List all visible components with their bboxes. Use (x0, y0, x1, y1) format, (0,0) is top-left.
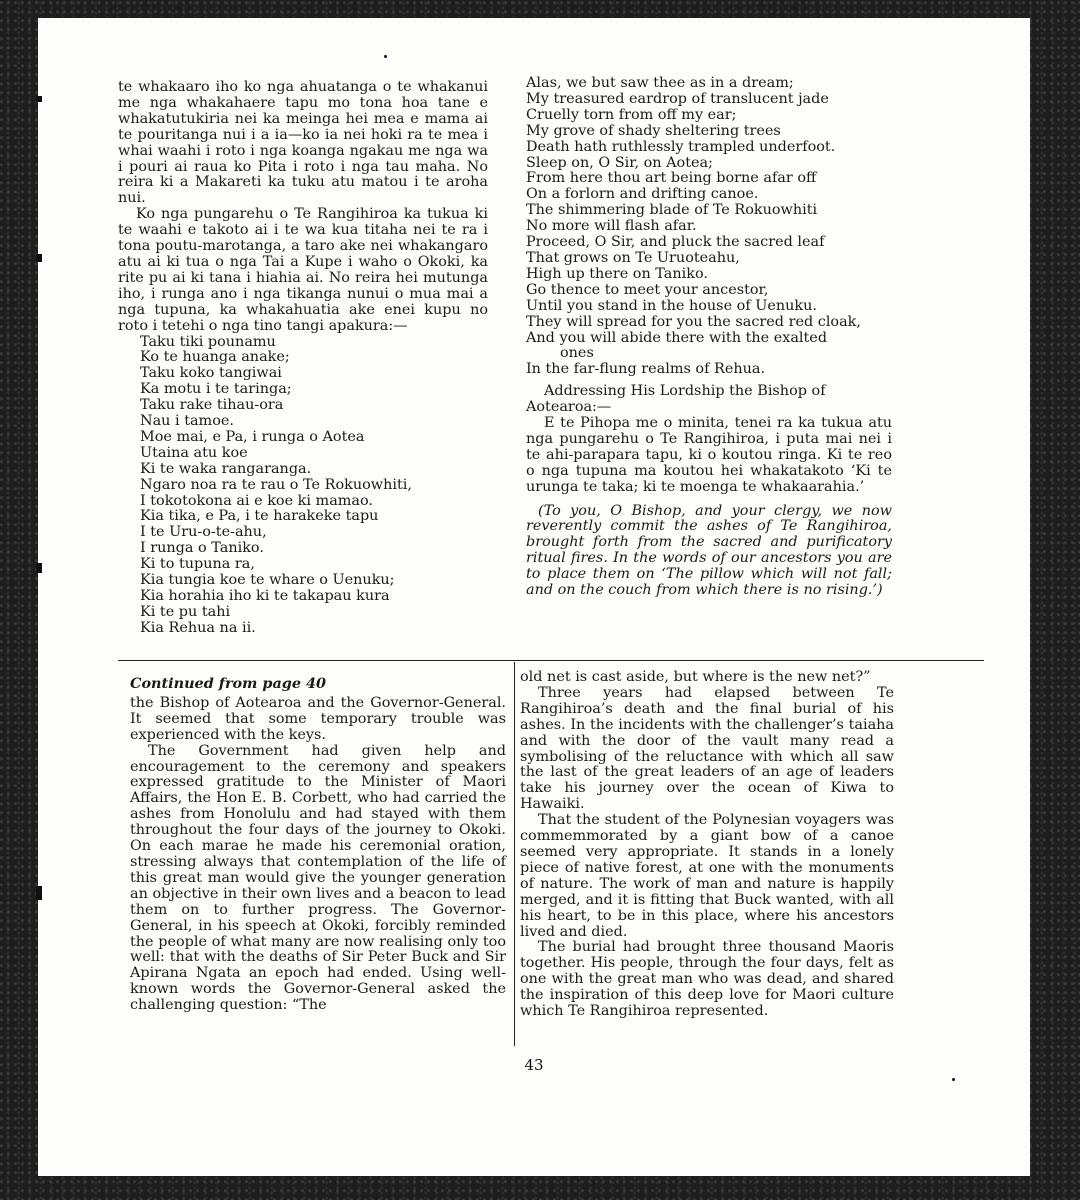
translation-line: Go thence to meet your ancestor, (526, 281, 769, 298)
binding-mark (36, 563, 42, 573)
translation-line: On a forlorn and drifting canoe. (526, 186, 759, 203)
continued-paragraph: The burial had brought three thousand Maoris together. His people, through the four days, felt as one with the great man who was dead, and shared the inspiration of this deep love for Maori culture which Te Rangihiroa represented. (520, 939, 894, 1020)
lament-line: Kia Rehua na ii. (140, 619, 256, 636)
lament-line: Taku rake tihau-ora (140, 397, 284, 414)
maori-column (118, 80, 488, 637)
translation-line: And you will abide there with the exalted (526, 329, 828, 346)
translation-line: My grove of shady sheltering trees (526, 122, 781, 139)
lament-line: Ki to tupuna ra, (140, 556, 255, 573)
address-maori: E te Pihopa me o minita, tenei ra ka tukua atu nga pungarehu o Te Rangihiroa, i puta mai nei i te ahi-parapara tapu, ki o koutou ringa. Ki te reo o nga tupuna ma koutou hei whakatakoto ‘Ki te urunga te taka; ki te moenga te whakaarahia.’ (526, 415, 892, 495)
translation-line: Until you stand in the house of Uenuku. (526, 297, 817, 314)
continued-paragraph: Three years had elapsed between Te Rangihiroa’s death and the final burial of his ashes. In the incidents with the challenger’s taiaha and with the door of the vault many read a symbolising of the reluctance with which all saw the last of the great leaders of an age of leaders take his journey over the ocean of Kiwa to Hawaiki. (520, 684, 894, 813)
translation-line: High up there on Taniko. (526, 265, 708, 282)
section-divider (118, 660, 984, 661)
continued-paragraph: old net is cast aside, but where is the new net?” (520, 669, 871, 685)
document-page (38, 18, 1030, 1176)
translation-line: No more will flash afar. (526, 218, 697, 235)
translation-line: From here thou art being borne afar off (526, 170, 817, 187)
continued-right-column (520, 670, 894, 1020)
lament-line: Kia horahia iho ki te takapau kura (140, 588, 390, 604)
lament-line: I runga o Taniko. (140, 540, 264, 557)
translation-line: Alas, we but saw thee as in a dream; (526, 75, 794, 91)
lament-line: Ki te pu tahi (140, 603, 231, 620)
translation-line: They will spread for you the sacred red cloak, (526, 313, 861, 330)
speck (384, 55, 387, 58)
page-number: 43 (524, 1056, 544, 1074)
lament-line: Taku tiki pounamu (140, 333, 276, 350)
translation-line: Proceed, O Sir, and pluck the sacred leaf (526, 234, 825, 251)
binding-mark (36, 886, 42, 900)
lament-line: Ka motu i te taringa; (140, 381, 292, 398)
lament-line: Ngaro noa ra te rau o Te Rokuowhiti, (140, 476, 412, 493)
maori-paragraph-1: te whakaaro iho ko nga ahuatanga o te whakanui me nga whakahaere tapu mo tona hoa tane e whakatutukiria nei ka meinga hei mea e mama ai te pouritanga nui i a ia—ko ia nei hoki ra te mea i whai waahi i roto i nga koanga ngakau me nga wa i pouri ai raua ko Pita i roto i nga tau maha. No reira ki a Makareti ka tuku atu matou i te aroha nui. (118, 79, 488, 207)
translation-line: Sleep on, O Sir, on Aotea; (526, 154, 713, 171)
translation-line: Cruelly torn from off my ear; (526, 106, 737, 123)
lament-line: Kia tika, e Pa, i te harakeke tapu (140, 508, 379, 525)
column-divider (514, 662, 515, 1046)
continued-paragraph: the Bishop of Aotearoa and the Governor-General. It seemed that some temporary trouble was experienced with the keys. (130, 694, 506, 743)
lament-line: I tokotokona ai e koe ki mamao. (140, 492, 373, 509)
lament-line: Ki te waka rangaranga. (140, 460, 312, 477)
continued-paragraph: The Government had given help and encouragement to the ceremony and speakers expressed gratitude to the Minister of Maori Affairs, the Hon E. B. Corbett, who had carried the ashes from Honolulu and had stayed with them throughout the four days of the journey to Okoki. On each marae he made his ceremonial oration, stressing always that contemplation of the life of this great man would give the younger generation an objective in their own lives and a beacon to lead them on to further progress. The Governor-General, in his speech at Okoki, forcibly reminded the people of what many are now realising only too well: that with the deaths of Sir Peter Buck and Sir Apirana Ngata an epoch had ended. Using well-known words the Governor-General asked the challenging question: “The (130, 742, 506, 1014)
continued-heading: Continued from page 40 (130, 675, 327, 692)
speck (952, 1078, 955, 1081)
lament-line: Nau i tamoe. (140, 413, 234, 430)
lament-line: Taku koko tangiwai (140, 365, 282, 382)
address-heading: Addressing His Lordship the Bishop of Aotearoa:— (526, 383, 826, 416)
binding-mark (36, 96, 42, 102)
lament-line: Ko te huanga anake; (140, 349, 290, 366)
maori-paragraph-2: Ko nga pungarehu o Te Rangihiroa ka tukua ki te waahi e takoto ai i te wa kua titaha nei te ra i tona poutu-marotanga, a taro ake nei whakangaro atu ai ki tua o nga Tai a Kupe i waho o Okoki, ka rite pu ai ki tana i hiahia ai. No reira hei mutunga iho, i runga ano i nga tikanga nunui o mua mai a nga tupuna, ka whakahuatia ake enei kupu no roto i tetehi o nga tino tangi apakura:— (118, 206, 488, 334)
continued-left-column (130, 676, 506, 1014)
lament-line: Utaina atu koe (140, 444, 248, 461)
english-column (526, 76, 892, 599)
translation-line: ones (560, 345, 594, 362)
translation-line: My treasured eardrop of translucent jade (526, 90, 829, 107)
translation-line: That grows on Te Uruoteahu, (526, 249, 740, 266)
lament-line: Kia tungia koe te whare o Uenuku; (140, 572, 395, 589)
translation-line: Death hath ruthlessly trampled underfoot. (526, 138, 836, 155)
translation-line: In the far-flung realms of Rehua. (526, 361, 766, 378)
binding-mark (36, 254, 42, 262)
lament-line: Moe mai, e Pa, i runga o Aotea (140, 428, 365, 445)
translation-line: The shimmering blade of Te Rokuowhiti (526, 202, 818, 219)
address-english: (To you, O Bishop, and your clergy, we now reverently commit the ashes of Te Rangihiroa, brought forth from the sacred and purificatory ritual fires. In the words of our ancestors you are to place them on ‘The pillow which will not fall; and on the couch from which there is no rising.’) (526, 502, 892, 599)
continued-paragraph: That the student of the Polynesian voyagers was commemmorated by a giant bow of a canoe seemed very appropriate. It stands in a lonely piece of native forest, at one with the monuments of nature. The work of man and nature is happily merged, and it is fitting that Buck wanted, with all his heart, to be in this place, where his ancestors lived and died. (520, 812, 894, 940)
maori-lament (118, 335, 488, 637)
lament-line: I te Uru-o-te-ahu, (140, 524, 267, 541)
